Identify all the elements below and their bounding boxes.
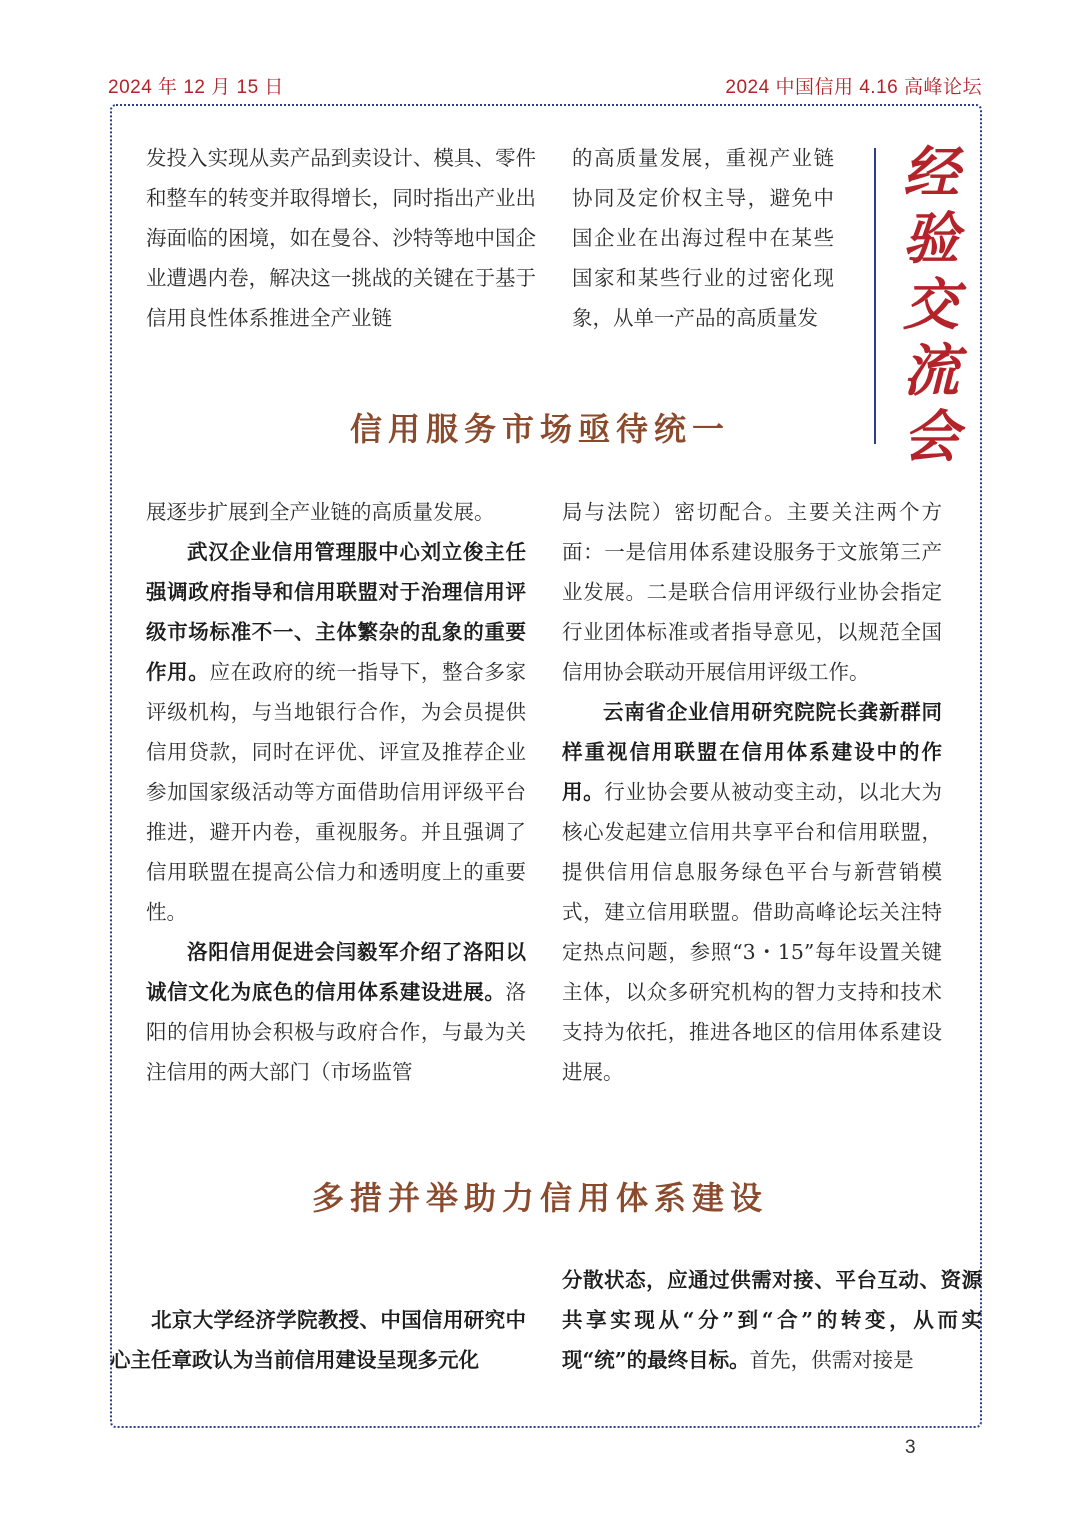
s1-right-p2-lead: 云南省企业信用研究院院长龚新群同样重视信用联盟在信用体系建设中的作用。: [562, 700, 942, 804]
s1-right-paragraph-1: 局与法院）密切配合。主要关注两个方面：一是信用体系建设服务于文旅第三产业发展。二是联合信用评级行业协会指定行业团体标准或者指导意见，以规范全国信用协会联动开展信用评级工作。: [562, 500, 942, 684]
section2-left-column: [110, 1300, 526, 1380]
page-number: 3: [905, 1437, 916, 1458]
s1-right-p2-body: 行业协会要从被动变主动，以北大为核心发起建立信用共享平台和信用联盟，提供信用信息服务绿色平台与新营销模式，建立信用联盟。借助高峰论坛关注特定热点问题，参照“3・15”每年设置关键主体，以众多研究机构的智力支持和技术支持为依托，推进各地区的信用体系建设进展。: [562, 780, 943, 1084]
top-right-column: [572, 138, 834, 338]
vertical-title-char: 交: [903, 272, 959, 338]
vertical-title-char: 验: [903, 206, 959, 272]
vertical-title-char: 流: [903, 338, 959, 404]
s1-left-p3-body: 洛阳的信用协会积极与政府合作，与最为关注信用的两大部门（市场监管: [146, 980, 526, 1084]
s2-right-lead: 分散状态，应通过供需对接、平台互动、资源共享实现从“分”到“合”的转变，从而实现“统”的最终目标。: [562, 1268, 982, 1372]
section-title-2: 多措并举助力信用体系建设: [311, 1179, 768, 1217]
vertical-rule: [874, 148, 876, 444]
top-left-column: [146, 138, 536, 338]
header-publication: 2024 中国信用 4.16 高峰论坛: [725, 77, 982, 98]
section1-right-column: [562, 492, 942, 1092]
s1-right-paragraph-2: [562, 692, 942, 1092]
header-date: 2024 年 12 月 15 日: [108, 77, 284, 98]
section1-left-column: [146, 492, 526, 1092]
vertical-title-char: 会: [903, 404, 959, 470]
s1-left-paragraph-2: [146, 532, 526, 932]
s1-left-p2-lead: 武汉企业信用管理服中心刘立俊主任强调政府指导和信用联盟对于治理信用评级市场标准不一、主体繁杂的乱象的重要作用。: [146, 540, 526, 684]
section2-right-column: [562, 1260, 982, 1380]
s1-left-paragraph-1: 展逐步扩展到全产业链的高质量发展。: [146, 500, 495, 524]
s2-left-lead: 北京大学经济学院教授、中国信用研究中心主任章政认为当前信用建设呈现多元化: [110, 1308, 526, 1372]
s2-left-paragraph: [110, 1300, 526, 1380]
section-title-1: 信用服务市场亟待统一: [349, 410, 730, 448]
top-right-text: 的高质量发展，重视产业链协同及定价权主导，避免中国企业在出海过程中在某些国家和某些行业的过密化现象，从单一产品的高质量发: [572, 146, 834, 330]
s2-right-body: 首先，供需对接是: [749, 1348, 914, 1372]
top-left-text: 发投入实现从卖产品到卖设计、模具、零件和整车的转变并取得增长，同时指出产业出海面临的困境，如在曼谷、沙特等地中国企业遭遇内卷，解决这一挑战的关键在于基于信用良性体系推进全产业链: [146, 146, 536, 330]
s1-left-paragraph-3: [146, 932, 526, 1092]
s1-left-p3-lead: 洛阳信用促进会闫毅军介绍了洛阳以诚信文化为底色的信用体系建设进展。: [146, 940, 526, 1004]
s1-left-p2-body: 应在政府的统一指导下，整合多家评级机构，与当地银行合作，为会员提供信用贷款，同时在评优、评宣及推荐企业参加国家级活动等方面借助信用评级平台推进，避开内卷，重视服务。并且强调了信用联盟在提高公信力和透明度上的重要性。: [146, 660, 527, 924]
s2-right-paragraph: [562, 1260, 982, 1380]
vertical-title-char: 经: [903, 140, 959, 206]
